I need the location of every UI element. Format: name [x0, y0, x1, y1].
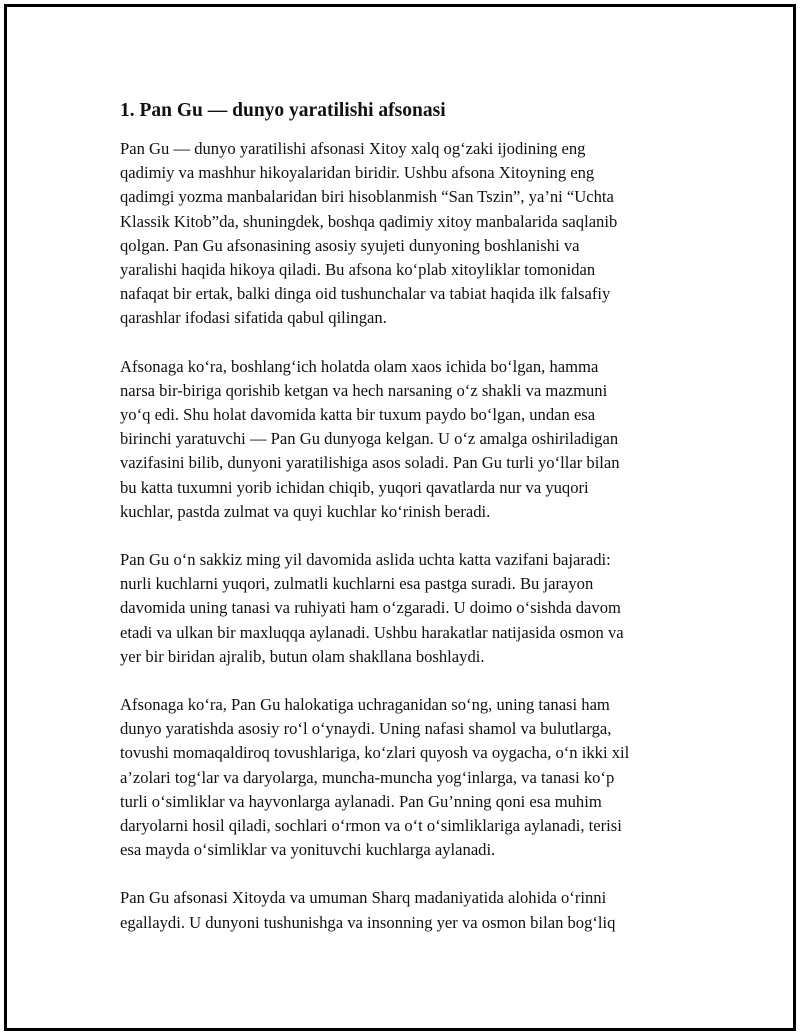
paragraph-5 — [120, 886, 710, 934]
section-heading: 1. Pan Gu — dunyo yaratilishi afsonasi — [120, 100, 446, 121]
text-line: vazifasini bilib, dunyoni yaratilishiga asos soladi. Pan Gu turli yo‘llar bilan — [120, 453, 620, 473]
text-line: esa mayda o‘simliklar va yonituvchi kuchlarga aylanadi. — [120, 840, 496, 860]
page-frame — [4, 4, 796, 1031]
text-line: Pan Gu — dunyo yaratilishi afsonasi Xitoy xalq og‘zaki ijodining eng — [120, 139, 586, 158]
text-line: yaralishi haqida hikoya qiladi. Bu afsona ko‘plab xitoyliklar tomonidan — [120, 260, 596, 280]
text-line: Pan Gu o‘n sakkiz ming yil davomida aslida uchta katta vazifani bajaradi: — [120, 550, 611, 570]
text-line: qolgan. Pan Gu afsonasining asosiy syujeti dunyoning boshlanishi va — [120, 235, 580, 255]
paragraph-4 — [120, 693, 710, 862]
text-line: tovushi momaqaldiroq tovushlariga, ko‘zlari quyosh va oygacha, o‘n ikki xil — [120, 743, 630, 763]
text-line: birinchi yaratuvchi — Pan Gu dunyoga kelgan. U o‘z amalga oshiriladigan — [120, 429, 619, 449]
text-line: qadimiy va mashhur hikoyalaridan biridir. Ushbu afsona Xitoyning eng — [120, 163, 595, 183]
text-line: qadimgi yozma manbalaridan biri hisoblanmish “San Tszin”, ya’ni “Uchta — [120, 187, 614, 207]
text-line: qarashlar ifodasi sifatida qabul qilingan. — [120, 308, 387, 328]
text-line: Klassik Kitob”da, shuningdek, boshqa qadimiy xitoy manbalarida saqlanib — [120, 211, 618, 231]
text-line: narsa bir-biriga qorishib ketgan va hech narsaning o‘z shakli va mazmuni — [120, 380, 608, 400]
text-line: kuchlar, pastda zulmat va quyi kuchlar ko‘rinish beradi. — [120, 501, 491, 521]
text-line: a’zolari tog‘lar va daryolarga, muncha-muncha yog‘inlarga, va tanasi ko‘p — [120, 767, 615, 787]
text-line: egallaydi. U dunyoni tushunishga va insonning yer va osmon bilan bog‘liq — [120, 912, 616, 932]
text-line: Afsonaga ko‘ra, Pan Gu halokatiga uchraganidan so‘ng, uning tanasi ham — [120, 695, 610, 715]
text-line: yer bir biridan ajralib, butun olam shakllana boshlaydi. — [120, 646, 485, 666]
text-line: Pan Gu afsonasi Xitoyda va umuman Sharq madaniyatida alohida o‘rinni — [120, 888, 607, 908]
text-line: nurli kuchlarni yuqori, zulmatli kuchlarni esa pastga suradi. Bu jarayon — [120, 574, 594, 594]
text-line: Afsonaga ko‘ra, boshlang‘ich holatda olam xaos ichida bo‘lgan, hamma — [120, 356, 599, 376]
paragraph-2 — [120, 355, 710, 524]
text-line: daryolarni hosil qiladi, sochlari o‘rmon va o‘t o‘simliklariga aylanadi, terisi — [120, 816, 622, 836]
text-line: etadi va ulkan bir maxluqqa aylanadi. Ushbu harakatlar natijasida osmon va — [120, 622, 624, 642]
document-body — [120, 98, 710, 959]
text-line: bu katta tuxumni yorib ichidan chiqib, yuqori qavatlarda nur va yuqori — [120, 477, 589, 497]
text-line: nafaqat bir ertak, balki dinga oid tushunchalar va tabiat haqida ilk falsafiy — [120, 284, 611, 304]
paragraph-3 — [120, 548, 710, 669]
text-line: yo‘q edi. Shu holat davomida katta bir tuxum paydo bo‘lgan, undan esa — [120, 405, 596, 425]
text-line: dunyo yaratishda asosiy ro‘l o‘ynaydi. Uning nafasi shamol va bulutlarga, — [120, 719, 612, 739]
text-line: turli o‘simliklar va hayvonlarga aylanadi. Pan Gu’nning qoni esa muhim — [120, 791, 602, 811]
text-line: davomida uning tanasi va ruhiyati ham o‘zgaradi. U doimo o‘sishda davom — [120, 598, 621, 618]
paragraph-1 — [120, 137, 710, 331]
